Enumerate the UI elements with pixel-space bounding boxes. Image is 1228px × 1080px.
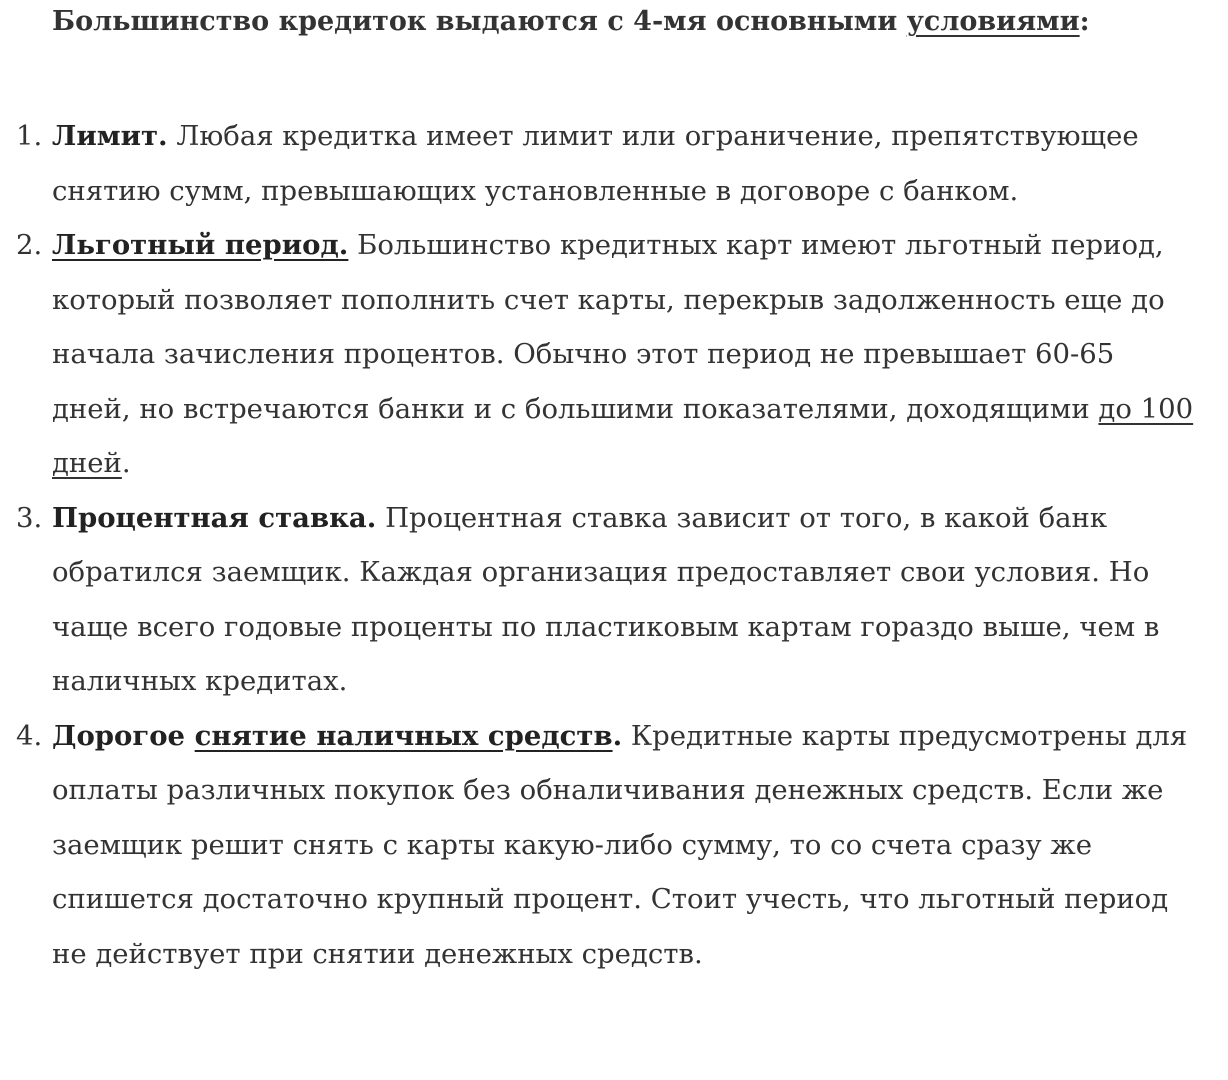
intro-heading (16, 0, 1198, 42)
item-suffix: . (121, 447, 131, 479)
list-item (16, 109, 1198, 218)
grace-period-link[interactable]: Льготный период. (52, 229, 349, 261)
list-item (16, 218, 1198, 491)
conditions-list (16, 109, 1198, 981)
item-text: Процентная ставка зависит от того, в какой банк обратился заемщик. Каждая организация предоставляет свои условия. Но чаще всего годовые проценты по пластиковым картам гораздо выше, чем в наличных кредитах. (52, 501, 1160, 697)
item-number: 2. (16, 229, 43, 261)
item-term: Лимит. (52, 120, 168, 152)
intro-suffix: : (1079, 6, 1090, 37)
conditions-link[interactable]: условиями (906, 6, 1080, 37)
item-number: 1. (16, 120, 43, 152)
item-text: Кредитные карты предусмотрены для оплаты различных покупок без обналичивания денежных средств. Если же заемщик решит снять с карты какую-либо сумму, то со счета сразу же спишется достаточно крупный процент. Стоит учесть, что льготный период не действует при снятии денежных средств. (52, 719, 1188, 970)
intro-text: Большинство кредиток выдаются с 4-мя основными (52, 6, 907, 37)
up-to-100-days-link[interactable]: до 100 дней (52, 392, 1194, 479)
item-number: 4. (16, 719, 43, 752)
list-item (16, 491, 1198, 709)
cash-withdrawal-link[interactable]: снятие наличных средств (194, 719, 613, 752)
list-item (16, 709, 1198, 982)
item-text: Любая кредитка имеет лимит или ограничение, препятствующее снятию сумм, превышающих установленные в договоре с банком. (52, 120, 1139, 207)
item-term-suffix: . (612, 719, 623, 752)
item-number: 3. (16, 501, 43, 534)
item-text: Большинство кредитных карт имеют льготный период, который позволяет пополнить счет карты, перекрыв задолженность еще до начала зачисления процентов. Обычно этот период не превышает 60-65 дней, но встречаются банки и с большими показателями, доходящими (52, 229, 1165, 425)
item-term: Процентная ставка. (52, 501, 377, 534)
item-term: Дорогое (52, 719, 195, 752)
